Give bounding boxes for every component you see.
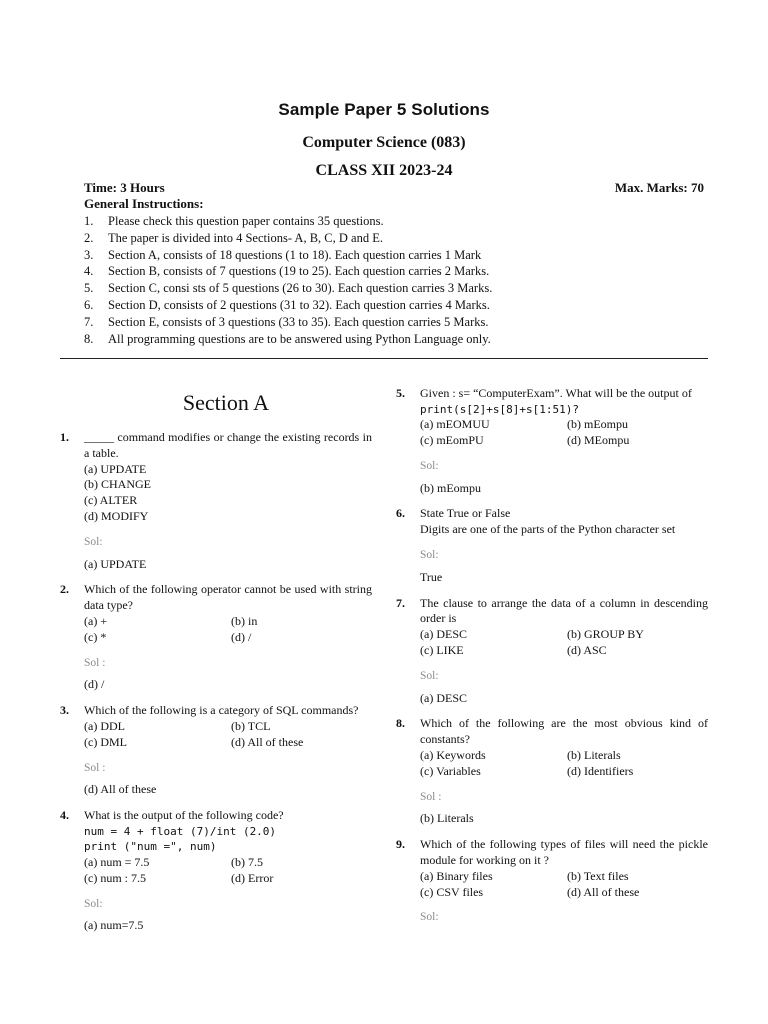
option: (c) DML (84, 734, 127, 749)
option: (d) ASC (567, 643, 607, 658)
options (84, 462, 372, 525)
left-column (60, 380, 372, 944)
solution-answer: (a) UPDATE (84, 556, 147, 571)
option: (d) All of these (231, 734, 304, 749)
class-year-heading: CLASS XII 2023-24 (315, 162, 453, 179)
question-statement: Digits are one of the parts of the Python character set (420, 522, 676, 537)
question-text: State True or False (420, 506, 511, 521)
option: (d) / (231, 629, 252, 644)
instruction-item: 8. All programming questions are to be answered using Python Language only. (84, 331, 491, 346)
option: (d) MEompu (567, 433, 630, 448)
option: (a) mEOMUU (420, 417, 490, 432)
code-line: num = 4 + float (7)/int (2.0) (84, 824, 277, 838)
options (420, 748, 708, 780)
option: (b) GROUP BY (567, 627, 644, 642)
option: (a) + (84, 613, 108, 628)
solution-label: Sol: (84, 535, 103, 548)
solution-answer: (a) num=7.5 (84, 918, 144, 933)
solution-answer: True (420, 569, 443, 584)
solution-label: Sol : (84, 656, 106, 669)
question-6: 6. State True or False Digits are one of the parts of the Python character set Sol: True (396, 506, 708, 585)
question-1: 1. _____ command modifies or change the existing records in a table. (a) UPDATE (b) CHANGE (c) ALTER (d) MODIFY Sol: (a) UPDATE (60, 430, 372, 571)
solution-label: Sol: (420, 459, 439, 472)
option: (b) 7.5 (231, 854, 263, 869)
option: (c) num : 7.5 (84, 870, 146, 885)
solution-label: Sol : (84, 761, 106, 774)
options (84, 614, 372, 646)
instruction-item: 3. Section A, consists of 18 questions (1 to 18). Each question carries 1 Mark (84, 247, 482, 262)
time-allowed: Time: 3 Hours (84, 180, 165, 195)
question-text: Which of the following are the most obvious kind of constants? (420, 716, 708, 747)
option: (b) Text files (567, 868, 629, 883)
instruction-item: 4. Section B, consists of 7 questions (19 to 25). Each question carries 2 Marks. (84, 264, 490, 279)
option: (d) All of these (567, 884, 640, 899)
question-text: Which of the following types of files will need the pickle module for working on it ? (420, 837, 708, 868)
options (84, 719, 372, 751)
instruction-item: 6. Section D, consists of 2 questions (31 to 32). Each question carries 4 Marks. (84, 297, 490, 312)
question-5: 5. Given : s= “ComputerExam”. What will be the output of print(s[2]+s[8]+s[1:51)? (a) mEOMUU (b) mEompu (c) mEomPU (d) MEompu Sol: (b) mEompu (396, 386, 708, 496)
solution-answer: (d) / (84, 677, 105, 692)
instructions-list (84, 213, 704, 347)
solution-answer: (b) mEompu (420, 480, 481, 495)
option: (c) mEomPU (420, 433, 484, 448)
question-4: 4. What is the output of the following code? num = 4 + float (7)/int (2.0) print ("num =", num) (a) num = 7.5 (b) 7.5 (c) num : 7.5 (d) Error Sol: (a) num=7.5 (60, 808, 372, 934)
solution-label: Sol: (420, 911, 439, 924)
options (420, 869, 708, 901)
code-line: print(s[2]+s[8]+s[1:51)? (420, 402, 579, 416)
solution-label: Sol : (420, 790, 442, 803)
option: (c) ALTER (84, 493, 138, 508)
question-text: Which of the following operator cannot be used with string data type? (84, 582, 372, 613)
option: (c) Variables (420, 763, 481, 778)
option: (c) LIKE (420, 643, 464, 658)
option: (a) DDL (84, 718, 125, 733)
question-3: 3. Which of the following is a category of SQL commands? (a) DDL (b) TCL (c) DML (d) All of these Sol : (d) All of these (60, 703, 372, 798)
option: (c) CSV files (420, 884, 484, 899)
solution-answer: (b) Literals (420, 811, 474, 826)
document-title: Sample Paper 5 Solutions (278, 100, 490, 119)
option: (b) CHANGE (84, 477, 151, 492)
general-instructions-heading: General Instructions: (84, 196, 204, 211)
option: (a) Keywords (420, 748, 486, 763)
option: (b) TCL (231, 718, 271, 733)
section-a-heading: Section A (182, 390, 270, 415)
max-marks: Max. Marks: 70 (614, 180, 704, 195)
solution-answer: (d) All of these (84, 782, 157, 797)
instruction-item: 5. Section C, consi sts of 5 questions (26 to 30). Each question carries 3 Marks. (84, 281, 493, 296)
subject-heading: Computer Science (083) (302, 134, 466, 151)
question-8: 8. Which of the following are the most obvious kind of constants? (a) Keywords (b) Literals (c) Variables (d) Identifiers Sol : (b) Literals (396, 716, 708, 826)
solution-label: Sol: (420, 549, 439, 562)
option: (d) Error (231, 870, 274, 885)
instruction-item: 7. Section E, consists of 3 questions (33 to 35). Each question carries 5 Marks. (84, 314, 489, 329)
instruction-item: 2. The paper is divided into 4 Sections- A, B, C, D and E. (84, 230, 383, 245)
options (84, 855, 372, 887)
question-text: The clause to arrange the data of a column in descending order is (420, 595, 708, 626)
question-9: 9. Which of the following types of files will need the pickle module for working on it ? (a) Binary files (b) Text files (c) CSV files (d) All of these Sol: (396, 837, 708, 926)
question-2: 2. Which of the following operator cannot be used with string data type? (a) + (b) in (c) * (d) / Sol : (d) / (60, 582, 372, 692)
solution-label: Sol: (84, 897, 103, 910)
section-divider (60, 358, 708, 359)
option: (a) Binary files (420, 868, 493, 883)
option: (d) Identifiers (567, 763, 634, 778)
question-text: Which of the following is a category of SQL commands? (84, 703, 359, 718)
option: (a) UPDATE (84, 461, 147, 476)
option: (a) num = 7.5 (84, 854, 150, 869)
option: (b) in (231, 613, 258, 628)
solution-label: Sol: (420, 669, 439, 682)
option: (d) MODIFY (84, 508, 149, 523)
option: (b) mEompu (567, 417, 628, 432)
question-text: _____ command modifies or change the existing records in a table. (84, 430, 372, 460)
options (420, 627, 708, 659)
question-text: Given : s= “ComputerExam”. What will be the output of (420, 386, 692, 400)
question-text: What is the output of the following code? (84, 808, 284, 823)
option: (b) Literals (567, 748, 621, 763)
code-line: print ("num =", num) (84, 840, 217, 854)
option: (a) DESC (420, 627, 467, 642)
question-7: 7. The clause to arrange the data of a column in descending order is (a) DESC (b) GROUP BY (c) LIKE (d) ASC Sol: (a) DESC (396, 595, 708, 705)
option: (c) * (84, 629, 107, 644)
solution-answer: (a) DESC (420, 690, 467, 705)
right-column (396, 386, 708, 936)
options (420, 417, 708, 449)
instruction-item: 1. Please check this question paper contains 35 questions. (84, 214, 384, 228)
